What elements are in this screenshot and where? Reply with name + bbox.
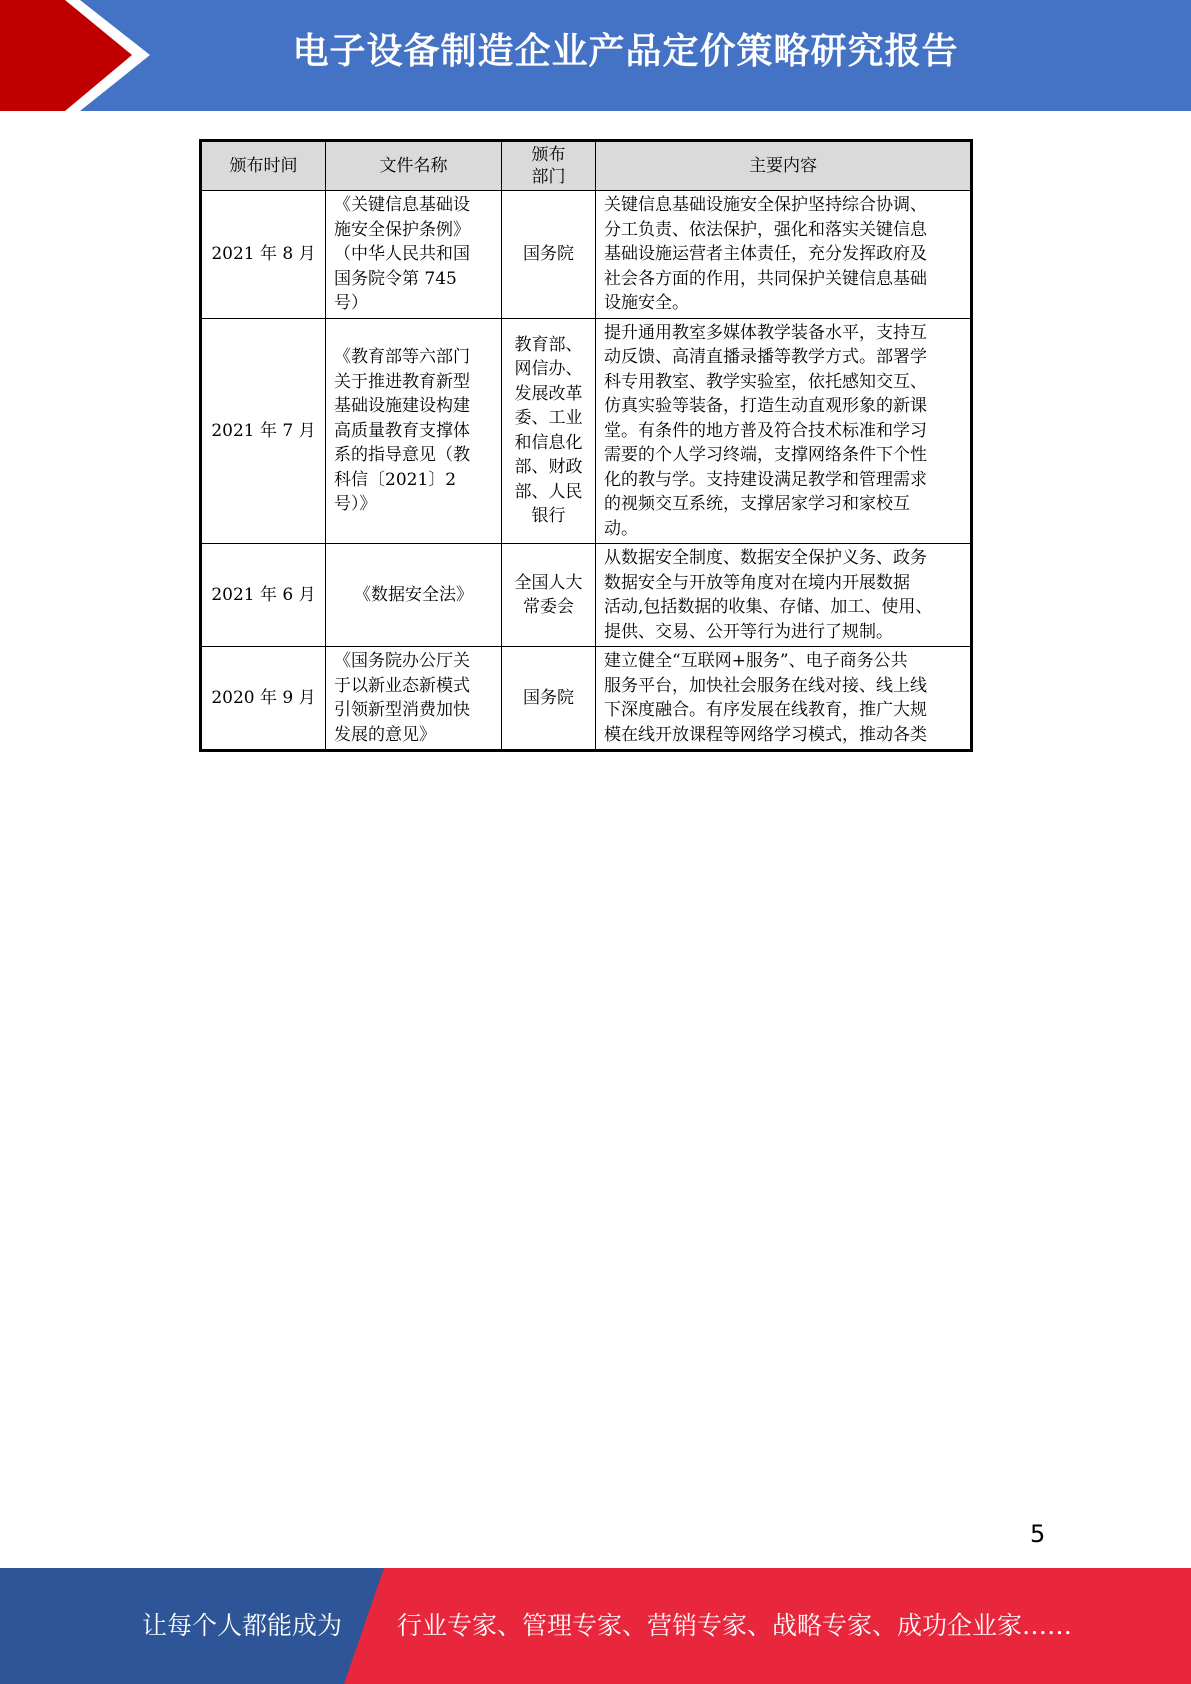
header-date: 颁布时间: [201, 141, 326, 191]
header-banner: [0, 0, 1191, 111]
row-date: 2021 年 6 月: [201, 544, 326, 647]
row-document-name: 《数据安全法》: [326, 544, 502, 647]
header-arrow-decoration: [0, 0, 150, 111]
policy-table: [199, 139, 973, 752]
footer-banner: [0, 1568, 1191, 1684]
row-date: 2020 年 9 月: [201, 647, 326, 751]
row-date: 2021 年 8 月: [201, 191, 326, 319]
header-main-content: 主要内容: [596, 141, 972, 191]
row-main-content: 从数据安全制度、数据安全保护义务、政务 数据安全与开放等角度对在境内开展数据 活动,包括数据的收集、存储、加工、使用、 提供、交易、公开等行为进行了规制。: [596, 544, 972, 647]
row-main-content: 提升通用教室多媒体教学装备水平，支持互 动反馈、高清直播录播等教学方式。部署学 科专用教室、教学实验室，依托感知交互、 仿真实验等装备，打造生动直观形象的新课 堂。有条件的地方普及符合技术标准和学习 需要的个人学习终端，支撑网络条件下个性 化的教与学。支持建设满足教学和管理需求 的视频交互系统，支撑居家学习和家校互 动。: [596, 318, 972, 544]
row-main-content: 关键信息基础设施安全保护坚持综合协调、 分工负责、依法保护，强化和落实关键信息 基础设施运营者主体责任，充分发挥政府及 社会各方面的作用，共同保护关键信息基础 设施安全。: [596, 191, 972, 319]
footer-slogan-left: 让每个人都能成为: [142, 1611, 343, 1640]
table-row: [201, 647, 972, 751]
document-title: 电子设备制造企业产品定价策略研究报告: [292, 31, 959, 72]
header-department: 颁布 部门: [502, 141, 596, 191]
table-row: [201, 191, 972, 319]
row-document-name: 《关键信息基础设 施安全保护条例》 （中华人民共和国 国务院令第 745 号）: [326, 191, 502, 319]
table-header-row: [201, 141, 972, 191]
row-document-name: 《教育部等六部门 关于推进教育新型 基础设施建设构建 高质量教育支撑体 系的指导意见（教 科信〔2021〕2 号）》: [326, 318, 502, 544]
table-row: [201, 318, 972, 544]
header-document-name: 文件名称: [326, 141, 502, 191]
footer-slogan-right: 行业专家、管理专家、营销专家、战略专家、成功企业家……: [397, 1611, 1073, 1640]
row-department: 国务院: [502, 191, 596, 319]
row-department: 教育部、 网信办、 发展改革 委、工业 和信息化 部、财政 部、人民 银行: [502, 318, 596, 544]
row-document-name: 《国务院办公厅关 于以新业态新模式 引领新型消费加快 发展的意见》: [326, 647, 502, 751]
page-number: 5: [1030, 1520, 1046, 1548]
row-main-content: 建立健全“互联网+服务”、电子商务公共 服务平台，加快社会服务在线对接、线上线 下深度融合。有序发展在线教育，推广大规 模在线开放课程等网络学习模式，推动各类: [596, 647, 972, 751]
row-date: 2021 年 7 月: [201, 318, 326, 544]
row-department: 全国人大 常委会: [502, 544, 596, 647]
row-department: 国务院: [502, 647, 596, 751]
table-row: [201, 544, 972, 647]
policy-table-container: [199, 139, 970, 752]
